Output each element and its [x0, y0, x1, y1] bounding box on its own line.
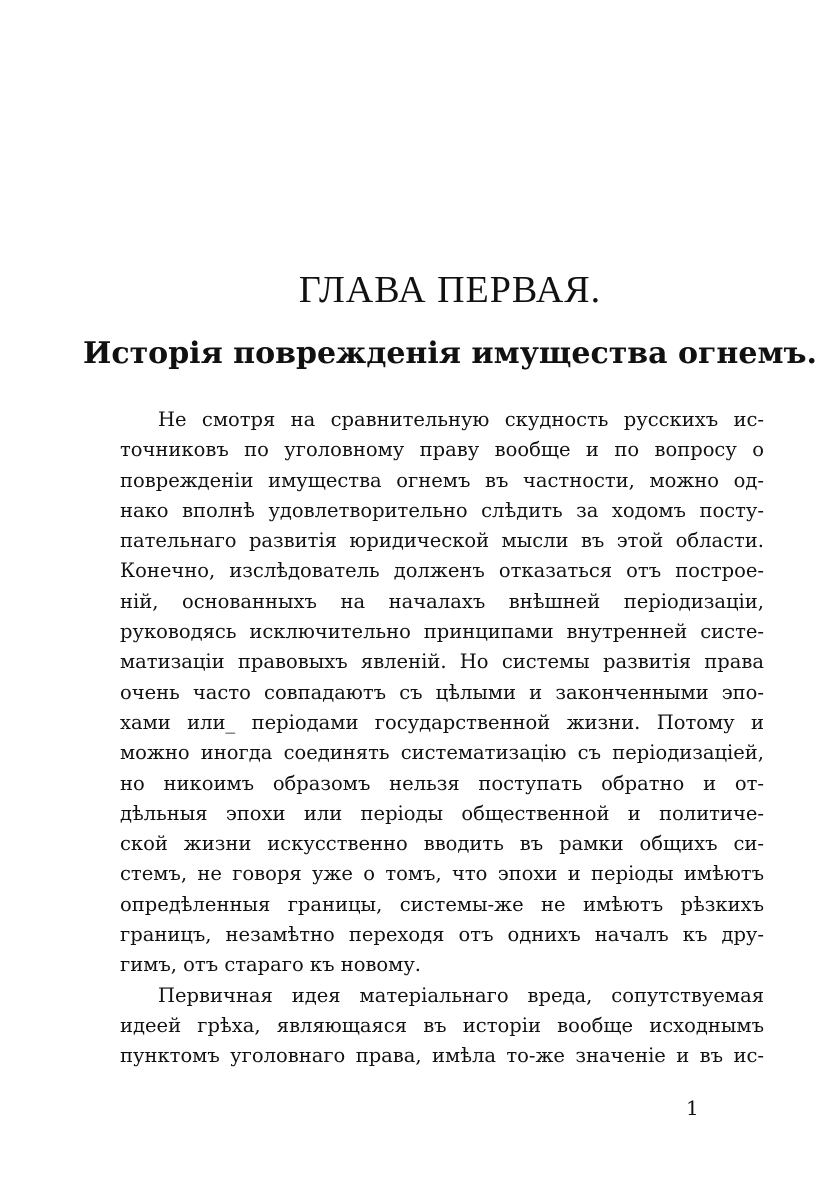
text-line: очень часто совпадаютъ съ цѣлыми и законченными эпо- [120, 680, 764, 704]
text-line: Первичная идея матеріальнаго вреда, сопутствуемая [158, 983, 764, 1007]
text-line: но никоимъ образомъ нельзя поступать обратно и от- [120, 771, 764, 795]
text-line: ній, основанныхъ на началахъ внѣшней періодизаціи, [120, 589, 764, 613]
text-line: пунктомъ уголовнаго права, имѣла то-же значеніе и въ ис- [120, 1044, 764, 1068]
text-line: поврежденіи имущества огнемъ въ частности, можно од- [120, 468, 764, 492]
page-number: 1 [686, 1096, 699, 1120]
text-line: стемъ, не говоря уже о томъ, что эпохи и періоды имѣютъ [120, 862, 764, 886]
text-line: ской жизни искусственно вводить въ рамки общихъ си- [120, 832, 764, 856]
text-line: хами или_ періодами государственной жизни. Потому и [120, 710, 764, 734]
chapter-title: ГЛАВА ПЕРВАЯ. [298, 269, 602, 311]
text-line: границъ, незамѣтно переходя отъ однихъ началъ къ дру- [120, 923, 764, 947]
text-line: дѣльныя эпохи или періоды общественной и политиче- [120, 801, 764, 825]
paragraph-1 [120, 405, 764, 981]
chapter-subtitle: Исторія поврежденія имущества огнемъ. [82, 336, 817, 371]
text-line: гимъ, отъ стараго къ новому. [120, 953, 422, 977]
text-line: точниковъ по уголовному праву вообще и по вопросу о [120, 438, 764, 462]
text-line: нако вполнѣ удовлетворительно слѣдить за ходомъ посту- [120, 498, 764, 522]
text-line: опредѣленныя границы, системы-же не имѣютъ рѣзкихъ [120, 892, 764, 916]
text-line: Не смотря на сравнительную скудность русскихъ ис- [158, 408, 764, 431]
body-text [120, 405, 764, 1072]
text-line: руководясь исключительно принципами внутренней систе- [120, 620, 764, 644]
text-line: матизаціи правовыхъ явленій. Но системы развитія права [120, 650, 764, 674]
text-line: Конечно, изслѣдователь долженъ отказаться отъ построе- [120, 559, 764, 583]
text-line: идеей грѣха, являющаяся въ исторіи вообще исходнымъ [120, 1013, 764, 1037]
paragraph-2 [120, 981, 764, 1072]
text-line: можно иногда соединять систематизацію съ періодизаціей, [120, 741, 764, 765]
text-line: пательнаго развитія юридической мысли въ этой области. [120, 529, 764, 553]
